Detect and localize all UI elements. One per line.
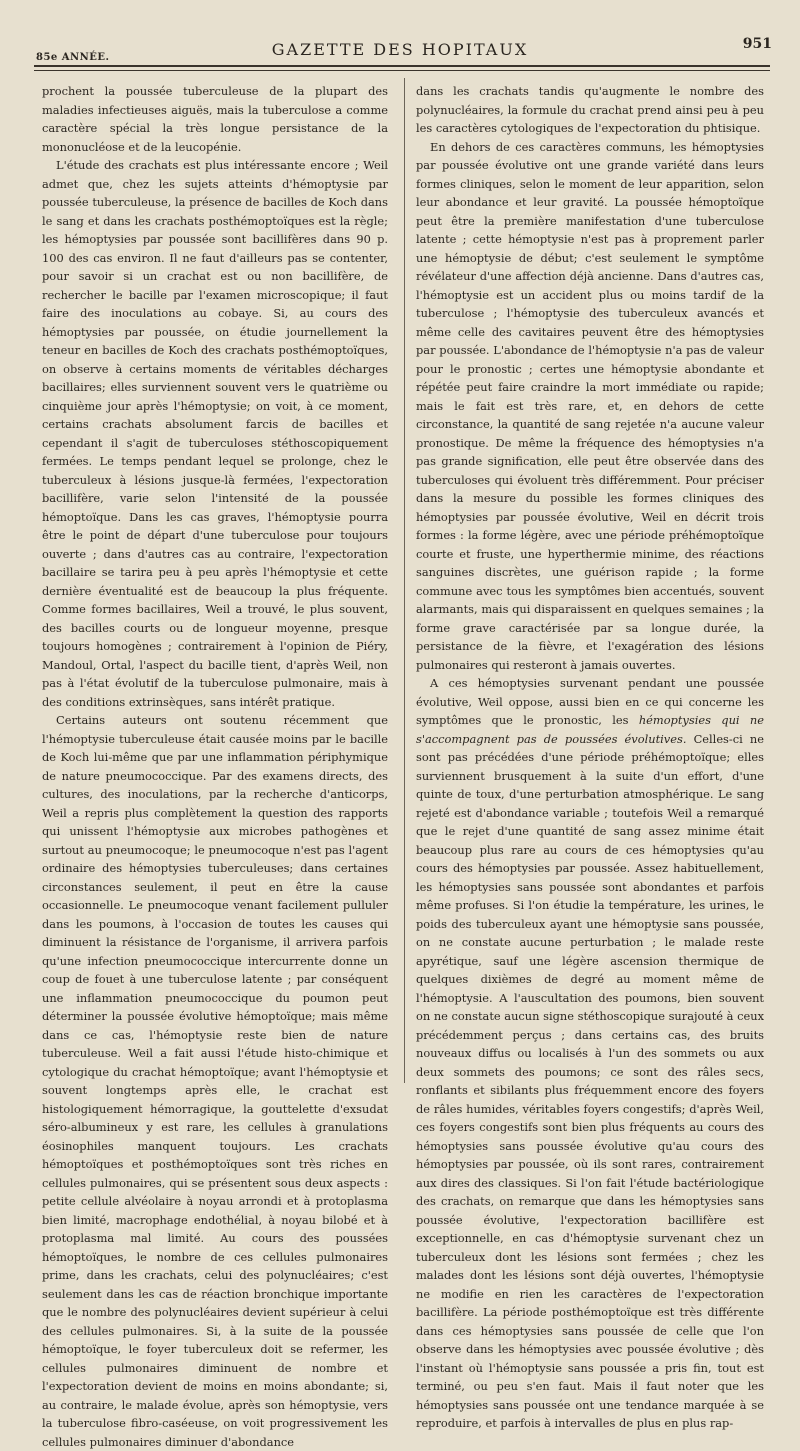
paragraph-text: A ces hémoptysies survenant pendant une poussée évolutive, Weil oppose, aussi bien en ce qui concerne les symptômes que le pronostic, les (416, 676, 764, 727)
italic-phrase: hémoptysies qui ne s'accompagnent pas de poussées évolutives. (416, 713, 764, 746)
paragraph (416, 674, 764, 1433)
paragraph-text: Celles-ci ne sont pas précédées d'une période préhémoptoïque; elles surviennent brusquement à la suite d'un effort, d'une quinte de toux, d'une perturbation atmosphérique. Le sang rejeté est d'abondance variable ; toutefois Weil a remarqué que le rejet d'une quantité de sang assez minime était beaucoup plus rare au cours de ces hémoptysies qu'au cours des hémoptysies par poussée. Assez habituellement, les hémoptysies sans poussée sont abondantes et parfois même profuses. Si l'on étudie la température, les urines, le poids des tuberculeux ayant une hémoptysie sans poussée, on ne constate aucune perturbation ; le malade reste apyrétique, sauf une légère ascension thermique de quelques dixièmes de degré au moment même de l'hémoptysie. A l'auscultation des poumons, bien souvent on ne constate aucun signe stéthoscopique surajouté à ceux précédemment perçus ; dans certains cas, des bruits nouveaux diffus ou localisés à l'un des sommets ou aux deux sommets des poumons; ce sont des râles secs, ronflants et sibilants plus fréquemment encore des foyers de râles humides, véritables foyers congestifs; d'après Weil, ces foyers congestifs sont bien plus fréquents au cours des hémoptysies sans poussée évolutive qu'au cours des hémoptysies par poussée, où ils sont rares, contrairement aux dires des classiques. Si l'on fait l'étude bactériologique des crachats, on remarque que dans les hémoptysies sans poussée évolutive, l'expectoration bacillifère est exceptionnelle, en cas d'hémoptysie survenant chez un tuberculeux dont les lésions sont fermées ; chez les malades dont les lésions sont déjà ouvertes, l'hémoptysie ne modifie en rien les caractères de l'expectoration bacillifère. La période posthémoptoïque est très différente dans ces hémoptysies sans poussée de celle que l'on observe dans les hémoptysies avec poussée évolutive ; dès l'instant où l'hémoptysie sans poussée a pris fin, tout est terminé, ou peu s'en faut. Mais il faut noter que les hémoptysies sans poussée ont une tendance marquée à se reproduire, et parfois à intervalles de plus en plus rap- (416, 731, 764, 1430)
paragraph: prochent la poussée tuberculeuse de la plupart des maladies infectieuses aiguës, mais la tuberculose a comme caractère spécial la très longue persistance de la mononucléose et de la leucopénie. (42, 84, 388, 154)
paragraph: L'étude des crachats est plus intéressante encore ; Weil admet que, chez les sujets atteints d'hémoptysie par poussée tuberculeuse, la présence de bacilles de Koch dans le sang et dans les crachats posthémoptoïques est la règle; les hémoptysies par poussée sont bacillifères dans 90 p. 100 des cas environ. Il ne faut d'ailleurs pas se contenter, pour savoir si un crachat est ou non bacillifère, de rechercher le bacille par l'examen microscopique; il faut faire des inoculations au cobaye. Si, au cours des hémoptysies par poussée, on étudie journellement la teneur en bacilles de Koch des crachats posthémoptoïques, on observe à certains moments de véritables décharges bacillaires; elles surviennent souvent vers le quatrième ou cinquième jour après l'hémoptysie; on voit, à ce moment, certains crachats absolument farcis de bacilles et cependant il s'agit de tuberculoses stéthoscopiquement fermées. Le temps pendant lequel se prolonge, chez le tuberculeux à lésions jusque-là fermées, l'expectoration bacillifère, varie selon l'intensité de la poussée hémoptoïque. Dans les cas graves, l'hémoptysie pourra être le point de départ d'une tuberculose pour toujours ouverte ; dans d'autres cas au contraire, l'expectoration bacillaire se tarira peu à peu après l'hémoptysie et cette dernière éventualité est de beaucoup la plus fréquente. Comme formes bacillaires, Weil a trouvé, le plus souvent, des bacilles courts ou de longueur moyenne, presque toujours homogènes ; contrairement à l'opinion de Piéry, Mandoul, Ortal, l'aspect du bacille tient, d'après Weil, non pas à l'état évolutif de la tuberculose pulmonaire, mais à des conditions extrinsèques, sans intérêt pratique. (42, 158, 388, 709)
paragraph: dans les crachats tandis qu'augmente le nombre des polynucléaires, la formule du crachat prend ainsi peu à peu les caractères cytologiques de l'expectoration du phtisique. (416, 84, 764, 135)
header-rule-thin (34, 70, 770, 71)
paragraph: En dehors de ces caractères communs, les hémoptysies par poussée évolutive ont une grande variété dans leurs formes cliniques, selon le moment de leur apparition, selon leur abondance et leur gravité. La poussée hémoptoïque peut être la première manifestation d'une tuberculose latente ; cette hémoptysie n'est pas à proprement parler une hémoptysie de début; c'est seulement le symptôme révélateur d'une affection déjà ancienne. Dans d'autres cas, l'hémoptysie est un accident plus ou moins tardif de la tuberculose ; l'hémoptysie des tuberculeux avancés et même celle des cavitaires peuvent être des hémoptysies par poussée. L'abondance de l'hémoptysie n'a pas de valeur pour le pronostic ; certes une hémoptysie abondante et répétée peut faire craindre la mort immédiate ou rapide; mais le fait est très rare, et, en dehors de cette circonstance, la quantité de sang rejetée n'a aucune valeur pronostique. De même la fréquence des hémoptysies n'a pas grande signification, elle peut être observée dans des tuberculoses qui évoluent très différemment. Pour préciser dans la mesure du possible les formes cliniques des hémoptysies par poussée évolutive, Weil en décrit trois formes : la forme légère, avec une période préhémoptoïque courte et fruste, une hyperthermie minime, des réactions sanguines discrètes, une guérison rapide ; la forme commune avec tous les symptômes bien accentués, souvent alarmants, mais qui disparaissent en quelques semaines ; la forme grave caractérisée par sa longue durée, la persistance de la fièvre, et l'exagération des lésions pulmonaires qui resteront à jamais ouvertes. (416, 139, 764, 672)
right-column (416, 82, 764, 1430)
column-divider (404, 78, 405, 1083)
page-number: 951 (742, 36, 772, 52)
left-column (42, 82, 388, 1449)
journal-title: GAZETTE DES HOPITAUX (271, 40, 529, 59)
year-label: 85e ANNÉE. (36, 52, 110, 63)
header-rule-thick (34, 65, 770, 67)
paragraph: Certains auteurs ont soutenu récemment que l'hémoptysie tuberculeuse était causée moins par le bacille de Koch lui-même que par une inflammation périphymique de nature pneumococcique. Par des examens directs, des cultures, des inoculations, par la recherche d'anticorps, Weil a repris plus complètement la question des rapports qui unissent l'hémoptysie aux microbes pathogènes et surtout au pneumocoque; le pneumocoque n'est pas l'agent ordinaire des hémoptysies tuberculeuses; dans certaines circonstances seulement, il peut en être la cause occasionnelle. Le pneumocoque venant facilement pulluler dans les poumons, à l'occasion de toutes les causes qui diminuent la résistance de l'organisme, il arrivera parfois qu'une infection pneumococcique intercurrente donne un coup de fouet à une tuberculose latente ; par conséquent une inflammation pneumococcique du poumon peut déterminer la poussée évolutive hémoptoïque; mais même dans ce cas, l'hémoptysie reste bien de nature tuberculeuse. Weil a fait aussi l'étude histo-chimique et cytologique du crachat hémoptoïque; avant l'hémoptysie et souvent longtemps après elle, le crachat est histologiquement hémorragique, la gouttelette d'exsudat séro-albumineux y est rare, les cellules à granulations éosinophiles manquent toujours. Les crachats hémoptoïques et posthémoptoïques sont très riches en cellules pulmonaires, qui se présentent sous deux aspects : petite cellule alvéolaire à noyau arrondi et à protoplasma bien limité, macrophage endothélial, à noyau bilobé et à protoplasma mal limité. Au cours des poussées hémoptoïques, le nombre de ces cellules pulmonaires prime, dans les crachats, celui des polynucléaires; c'est seulement dans les cas de réaction bronchique importante que le nombre des polynucléaires devient supérieur à celui des cellules pulmonaires. Si, à la suite de la poussée hémoptoïque, le foyer tuberculeux doit se refermer, les cellules pulmonaires diminuent de nombre et l'expectoration devient de moins en moins abondante; si, au contraire, le malade évolue, après son hémoptysie, vers la tuberculose fibro-caséeuse, on voit progressivement les cellules pulmonaires diminuer d'abondance (42, 713, 388, 1449)
